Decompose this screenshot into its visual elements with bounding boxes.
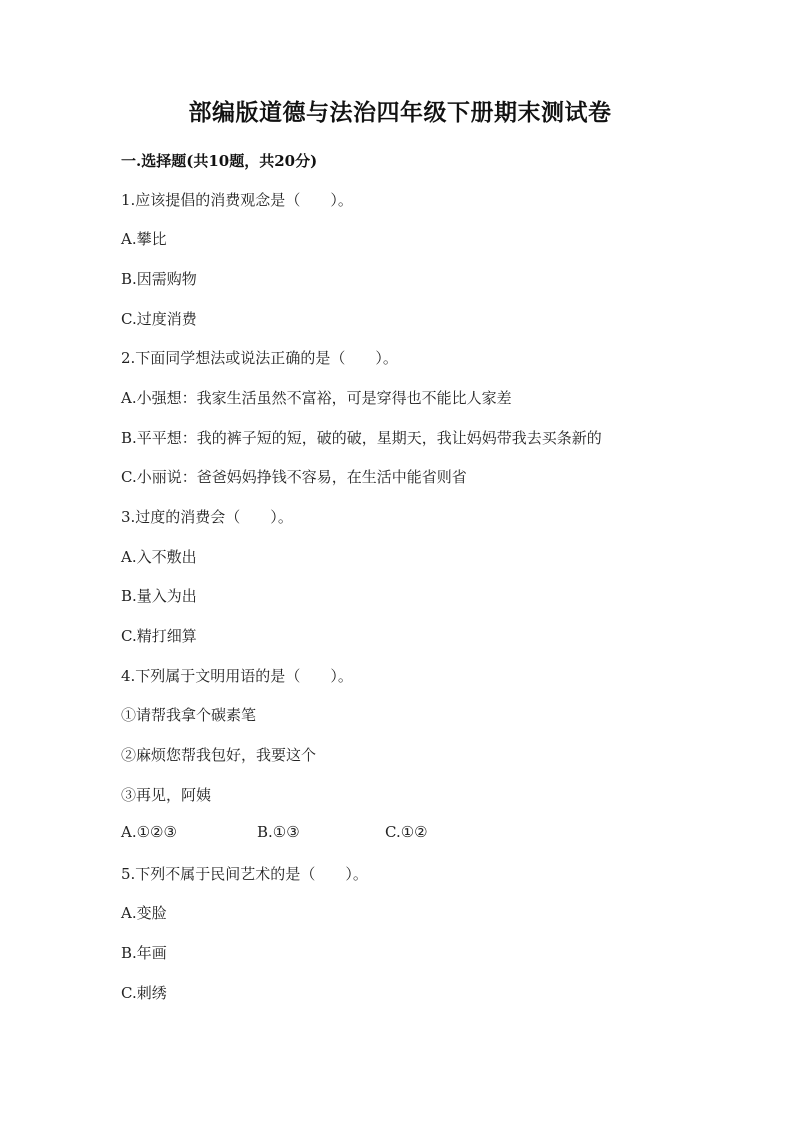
question-2-stem: 2.下面同学想法或说法正确的是（ ）。: [121, 349, 398, 367]
question-3-stem: 3.过度的消费会（ ）。: [121, 508, 293, 526]
question-4-statement-3: ③再见，阿姨: [121, 786, 212, 804]
question-4-option-b: B.①③: [257, 823, 300, 841]
question-5-option-b: B.年画: [121, 944, 167, 962]
question-1-option-a: A.攀比: [121, 230, 167, 248]
question-3-option-c: C.精打细算: [121, 627, 197, 645]
question-4-statement-1: ①请帮我拿个碳素笔: [121, 706, 257, 724]
question-2-option-c: C.小丽说：爸爸妈妈挣钱不容易，在生活中能省则省: [121, 468, 467, 486]
question-5-option-c: C.刺绣: [121, 984, 167, 1002]
question-1-option-b: B.因需购物: [121, 270, 197, 288]
question-5-stem: 5.下列不属于民间艺术的是（ ）。: [121, 865, 368, 883]
question-4-option-c: C.①②: [385, 823, 428, 841]
question-1-stem: 1.应该提倡的消费观念是（ ）。: [121, 191, 353, 209]
question-3-option-b: B.量入为出: [121, 587, 197, 605]
question-2-option-a: A.小强想：我家生活虽然不富裕，可是穿得也不能比人家差: [121, 389, 512, 407]
question-4-option-a: A.①②③: [121, 823, 177, 841]
exam-title: 部编版道德与法治四年级下册期末测试卷: [188, 99, 612, 126]
question-4-statement-2: ②麻烦您帮我包好，我要这个: [121, 746, 317, 764]
question-4-options: [121, 823, 681, 843]
question-3-option-a: A.入不敷出: [121, 548, 197, 566]
question-2-option-b: B.平平想：我的裤子短的短，破的破，星期天，我让妈妈带我去买条新的: [121, 429, 602, 447]
question-1-option-c: C.过度消费: [121, 310, 197, 328]
question-4-stem: 4.下列属于文明用语的是（ ）。: [121, 667, 353, 685]
question-5-option-a: A.变脸: [121, 904, 167, 922]
section-heading: 一.选择题(共10题，共20分): [121, 152, 318, 170]
